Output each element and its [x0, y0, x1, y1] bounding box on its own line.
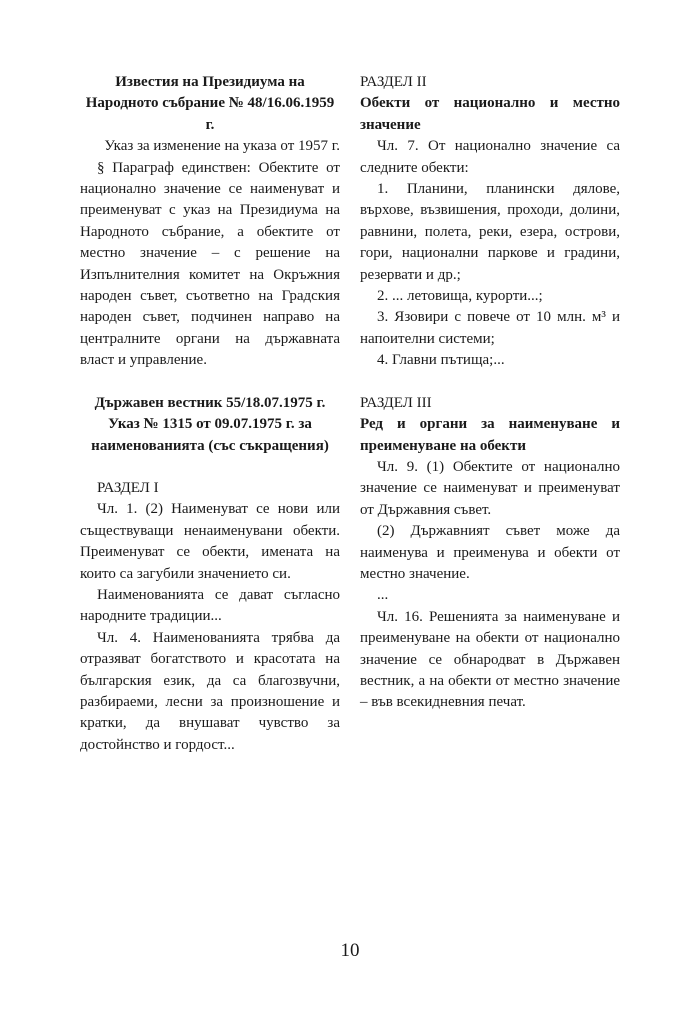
left-column — [80, 72, 340, 756]
article-7-item-2: 2. ... летовища, курорти...; — [377, 288, 543, 305]
article-7: Чл. 7. От национално значение са следните обекти: — [360, 138, 620, 176]
section3-heading: РАЗДЕЛ III — [360, 394, 432, 411]
section3-title: Ред и органи за наименуване и преименуване на обекти — [360, 416, 620, 454]
ellipsis: ... — [377, 587, 389, 604]
article-16: Чл. 16. Решенията за наименуване и преименуване на обекти от национално значение се обнародват в Държавен вестник, а на обекти от местно значение – във всекидневния печат. — [360, 608, 620, 711]
article-1-part-1: Чл. 1. (2) Наименуват се нови или съществуващи ненаименувани обекти. Преименуват се обекти, имената на които са загубили значението си. — [80, 501, 340, 582]
article-7-item-4: 4. Главни пътища;... — [377, 352, 505, 369]
section1-heading: РАЗДЕЛ I — [97, 479, 159, 496]
article-7-item-1: 1. Планини, планински дялове, върхове, възвишения, проходи, долини, равнини, полета, реки, езера, острови, гори, национални паркове и градини, резервати и др.; — [360, 181, 620, 283]
section2-heading: РАЗДЕЛ II — [360, 74, 427, 90]
page-number: 10 — [340, 940, 360, 961]
article-4: Чл. 4. Наименованията трябва да отразяват богатството и красотата на българския език, да са благозвучни, разбираеми, лесни за произношение и кратки, да внушават чувство за достойнство и гордост... — [80, 629, 340, 753]
izvestia-title: Известия на Президиума на Народното събрание № 48/16.06.1959 г. — [85, 74, 335, 133]
article-1-part-2: Наименованията се дават съгласно народните традиции... — [80, 586, 340, 625]
article-9-part-1: Чл. 9. (1) Обектите от национално значение се наименуват и преименуват от Държавния съвет. — [360, 458, 620, 518]
article-9-part-2: (2) Държавният съвет може да наименува и преименува и обекти от местно значение. — [360, 523, 620, 582]
dv-title: Държавен вестник 55/18.07.1975 г. Указ № 1315 от 09.07.1975 г. за наименованията (със съкращения) — [91, 394, 329, 454]
paragraph-single: § Параграф единствен: Обектите от национално значение се наименуват и преименуват с указ на Президиума на Народното събрание, а обектите от местно значение – с решение на Изпълнителния комитет на Окръжния народен съвет, съответно на Градския народен съвет, подчинен направо на централните органи на държавната власт и управление. — [80, 159, 340, 369]
article-7-item-3: 3. Язовири с повече от 10 млн. м³ и напоителни системи; — [360, 309, 620, 347]
izvestia-subtitle: Указ за изменение на указа от 1957 г. — [104, 138, 340, 155]
right-column — [360, 72, 620, 714]
section2-title: Обекти от национално и местно значение — [360, 95, 620, 133]
